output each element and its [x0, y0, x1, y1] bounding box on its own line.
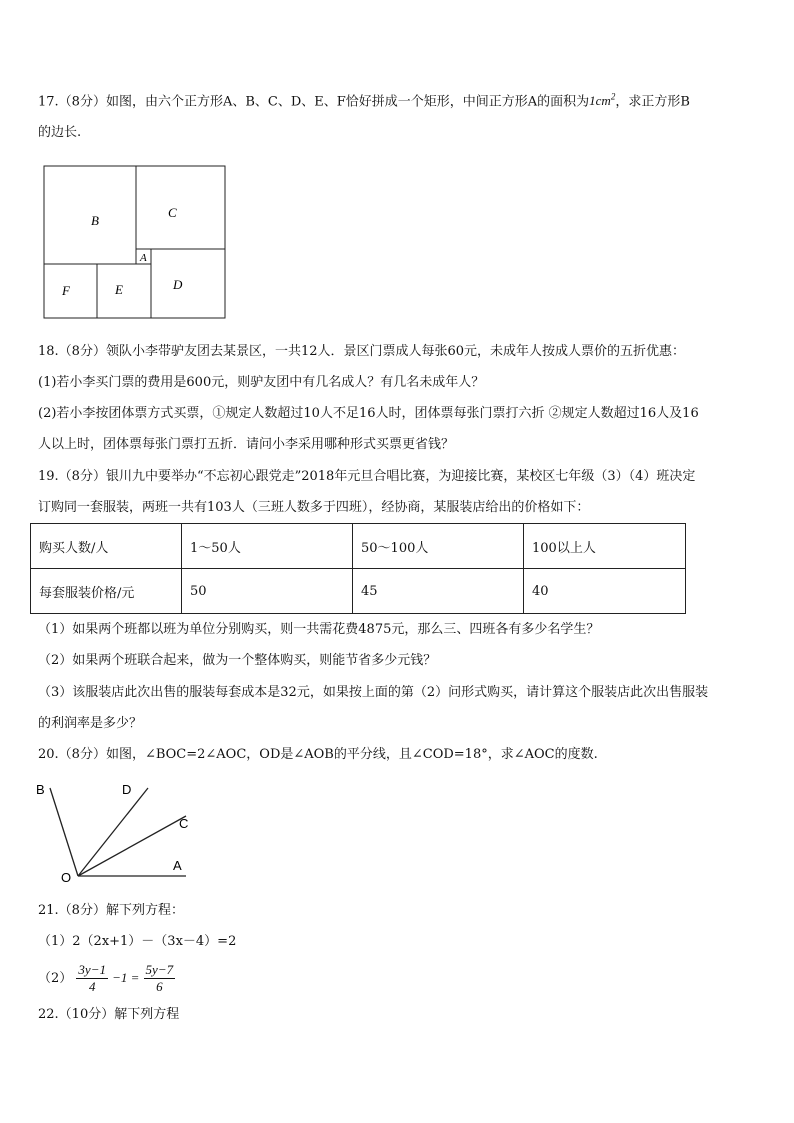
q17-text-b: ，求正方形B	[615, 94, 690, 110]
square-b-label: B	[91, 213, 99, 228]
table-row	[31, 569, 686, 614]
angle-diagram	[30, 778, 200, 890]
q19-sub1: （1）如果两个班都以班为单位分别购买，则一共需花费4875元，那么三、四班各有多少名学生？	[38, 622, 600, 637]
q18-line1: 18.（8分）领队小李带驴友团去某景区，一共12人．景区门票成人每张60元，未成年人按成人票价的五折优惠：	[38, 344, 686, 359]
q19-sub2: （2）如果两个班联合起来，做为一个整体购买，则能节省多少元钱？	[38, 653, 437, 668]
q18-line4: 人以上时，团体票每张门票打五折．请问小李采用哪种形式买票更省钱？	[38, 437, 455, 452]
square-f-label: F	[62, 283, 70, 298]
q17-text-a: 17.（8分）如图，由六个正方形A、B、C、D、E、F恰好拼成一个矩形，中间正方形A的面积为	[38, 94, 590, 110]
squares-diagram	[40, 160, 230, 322]
q18-line2: (1)若小李买门票的费用是600元，则驴友团中有几名成人？有几名未成年人？	[38, 375, 485, 390]
ray-od	[78, 788, 148, 876]
point-a-label: A	[173, 858, 182, 873]
price-table	[30, 523, 686, 614]
square-a-label: A	[140, 252, 147, 264]
q19-sub3a: （3）该服装店此次出售的服装每套成本是32元，如果按上面的第（2）问形式购买，请计算这个服装店此次出售服装	[38, 685, 709, 700]
point-o-label: O	[61, 870, 72, 885]
ray-oc	[78, 816, 189, 876]
outer-rectangle	[44, 166, 225, 318]
q20-line1: 20.（8分）如图，∠BOC=2∠AOC，OD是∠AOB的平分线，且∠COD=18°，求∠AOC的度数.	[38, 747, 598, 762]
table-row	[31, 524, 686, 569]
q17-line2: 的边长.	[38, 125, 82, 140]
q18-line3: (2)若小李按团体票方式买票，①规定人数超过10人不足16人时，团体票每张门票打六折 ②规定人数超过16人及16	[38, 406, 699, 421]
square-c-label: C	[168, 205, 177, 220]
table-cell: 每套服装价格/元	[31, 569, 182, 614]
q17-line1	[38, 88, 690, 111]
point-b-label: B	[36, 782, 45, 797]
table-header-cell: 50～100人	[353, 524, 524, 569]
square-e-label: E	[115, 282, 123, 297]
table-cell: 45	[353, 569, 524, 614]
fraction-right: $\frac{5y-7}{6}$	[145, 962, 174, 994]
q21-eq1: （1）2（2x+1）－（3x－4）=2	[38, 934, 237, 949]
square-d-label: D	[173, 277, 183, 292]
q19-sub3b: 的利润率是多少？	[38, 716, 143, 731]
q19-line2: 订购同一套服装，两班一共有103人（三班人数多于四班），经协商，某服装店给出的价格如下：	[38, 500, 590, 515]
q21-line1: 21.（8分）解下列方程：	[38, 903, 184, 918]
table-header-cell: 购买人数/人	[31, 524, 182, 569]
table-header-cell: 1～50人	[182, 524, 353, 569]
table-cell: 40	[524, 569, 686, 614]
point-c-label: C	[179, 816, 189, 831]
ray-ob	[50, 788, 78, 876]
table-header-cell: 100以上人	[524, 524, 686, 569]
table-cell: 50	[182, 569, 353, 614]
q17-area: $1cm^2$	[589, 92, 616, 109]
point-d-label: D	[122, 782, 132, 797]
q21-eq2: （2） $\frac{3y-1}{4}$ −1 = $\frac{5y-7}{6}$	[38, 962, 174, 994]
q22-line1: 22.（10分）解下列方程	[38, 1007, 180, 1022]
fraction-left: $\frac{3y-1}{4}$	[78, 962, 106, 994]
q19-line1: 19.（8分）银川九中要举办“不忘初心跟党走”2018年元旦合唱比赛，为迎接比赛，某校区七年级（3）（4）班决定	[38, 469, 696, 484]
